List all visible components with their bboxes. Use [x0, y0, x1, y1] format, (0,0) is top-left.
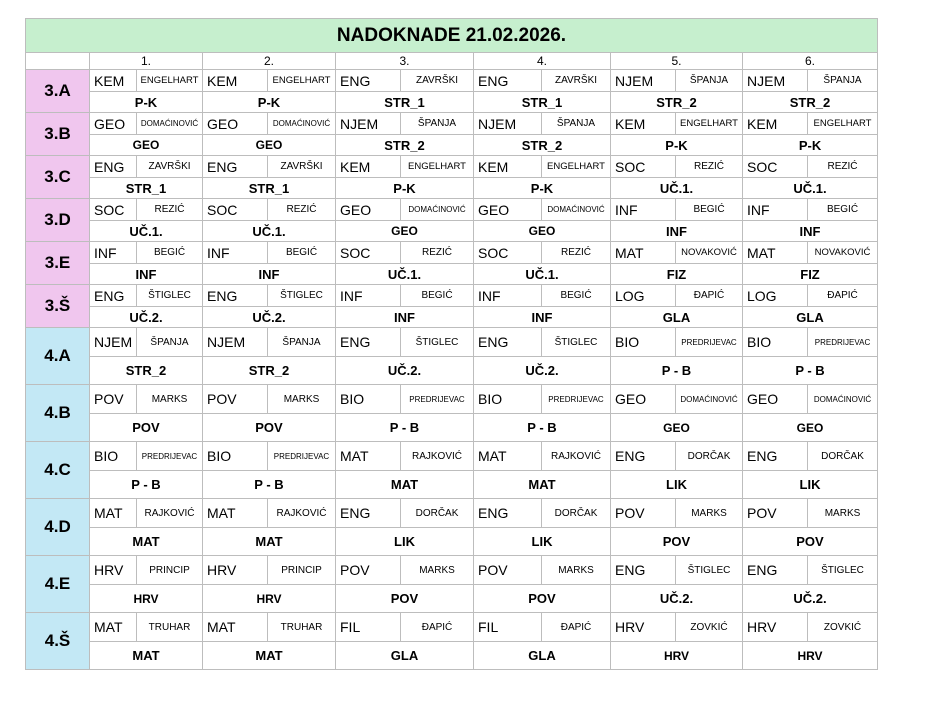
class-row-bottom: [26, 642, 878, 670]
class-row-top: [26, 556, 878, 585]
class-row-bottom: [26, 528, 878, 556]
room-cell: POV: [203, 414, 336, 442]
teacher-cell: RAJKOVIĆ: [542, 442, 611, 471]
room-cell: POV: [611, 528, 743, 556]
room-cell: P - B: [743, 357, 878, 385]
subject-cell: ENG: [474, 499, 542, 528]
room-cell: GEO: [336, 221, 474, 242]
room-cell: UČ.1.: [203, 221, 336, 242]
room-cell: UČ.2.: [203, 307, 336, 328]
teacher-cell: ĐAPIĆ: [542, 613, 611, 642]
subject-cell: FIL: [474, 613, 542, 642]
room-cell: INF: [90, 264, 203, 285]
class-name-cell: 4.C: [26, 442, 90, 499]
subject-cell: BIO: [90, 442, 137, 471]
subject-cell: KEM: [336, 156, 401, 178]
room-cell: INF: [743, 221, 878, 242]
class-name-cell: 4.D: [26, 499, 90, 556]
room-cell: P-K: [474, 178, 611, 199]
teacher-cell: ZAVRŠKI: [137, 156, 203, 178]
subject-cell: GEO: [336, 199, 401, 221]
room-cell: INF: [474, 307, 611, 328]
room-cell: P-K: [336, 178, 474, 199]
period-header-4: 4.: [474, 53, 611, 70]
room-cell: LIK: [474, 528, 611, 556]
subject-cell: ENG: [474, 328, 542, 357]
room-cell: UČ.1.: [474, 264, 611, 285]
class-row-bottom: [26, 357, 878, 385]
page-title: NADOKNADE 21.02.2026.: [26, 19, 878, 53]
room-cell: HRV: [90, 585, 203, 613]
subject-cell: SOC: [743, 156, 808, 178]
class-name-cell: 4.A: [26, 328, 90, 385]
room-cell: UČ.1.: [743, 178, 878, 199]
room-cell: UČ.2.: [90, 307, 203, 328]
teacher-cell: NOVAKOVIĆ: [808, 242, 878, 264]
room-cell: STR_2: [203, 357, 336, 385]
room-cell: STR_2: [743, 92, 878, 113]
class-name-cell: 3.Š: [26, 285, 90, 328]
subject-cell: POV: [336, 556, 401, 585]
teacher-cell: MARKS: [137, 385, 203, 414]
room-cell: POV: [474, 585, 611, 613]
teacher-cell: ĐAPIĆ: [676, 285, 743, 307]
room-cell: LIK: [743, 471, 878, 499]
subject-cell: BIO: [611, 328, 676, 357]
room-cell: UČ.2.: [336, 357, 474, 385]
subject-cell: POV: [90, 385, 137, 414]
class-row-top: [26, 328, 878, 357]
subject-cell: ENG: [90, 156, 137, 178]
teacher-cell: RAJKOVIĆ: [268, 499, 336, 528]
class-row-bottom: [26, 471, 878, 499]
subject-cell: KEM: [743, 113, 808, 135]
teacher-cell: PREDRIJEVAC: [676, 328, 743, 357]
room-cell: P - B: [90, 471, 203, 499]
period-header-1: 1.: [90, 53, 203, 70]
subject-cell: LOG: [611, 285, 676, 307]
room-cell: STR_1: [90, 178, 203, 199]
teacher-cell: ŠPANJA: [542, 113, 611, 135]
teacher-cell: ENGELHART: [401, 156, 474, 178]
class-name-cell: 3.A: [26, 70, 90, 113]
teacher-cell: NOVAKOVIĆ: [676, 242, 743, 264]
room-cell: P - B: [336, 414, 474, 442]
room-cell: FIZ: [611, 264, 743, 285]
class-name-cell: 4.E: [26, 556, 90, 613]
teacher-cell: ŠTIGLEC: [137, 285, 203, 307]
period-header-5: 5.: [611, 53, 743, 70]
subject-cell: POV: [203, 385, 268, 414]
room-cell: GLA: [743, 307, 878, 328]
class-row-bottom: [26, 221, 878, 242]
teacher-cell: ŠPANJA: [676, 70, 743, 92]
schedule-body: [26, 19, 878, 670]
subject-cell: ENG: [336, 70, 401, 92]
teacher-cell: BEGIĆ: [401, 285, 474, 307]
schedule-table: [25, 18, 878, 670]
teacher-cell: ŠPANJA: [401, 113, 474, 135]
class-row-top: [26, 499, 878, 528]
teacher-cell: DORČAK: [808, 442, 878, 471]
room-cell: STR_2: [336, 135, 474, 156]
room-cell: STR_2: [611, 92, 743, 113]
room-cell: MAT: [203, 642, 336, 670]
subject-cell: INF: [90, 242, 137, 264]
header-corner-cell: [26, 53, 90, 70]
teacher-cell: BEGIĆ: [542, 285, 611, 307]
teacher-cell: DORČAK: [676, 442, 743, 471]
teacher-cell: PREDRIJEVAC: [137, 442, 203, 471]
subject-cell: GEO: [611, 385, 676, 414]
teacher-cell: ZAVRŠKI: [401, 70, 474, 92]
class-row-top: [26, 242, 878, 264]
room-cell: GLA: [336, 642, 474, 670]
subject-cell: GEO: [90, 113, 137, 135]
subject-cell: NJEM: [743, 70, 808, 92]
teacher-cell: MARKS: [542, 556, 611, 585]
subject-cell: MAT: [611, 242, 676, 264]
subject-cell: ENG: [90, 285, 137, 307]
subject-cell: INF: [474, 285, 542, 307]
subject-cell: SOC: [336, 242, 401, 264]
teacher-cell: ŠTIGLEC: [401, 328, 474, 357]
room-cell: POV: [336, 585, 474, 613]
room-cell: FIZ: [743, 264, 878, 285]
subject-cell: ENG: [743, 442, 808, 471]
subject-cell: MAT: [90, 499, 137, 528]
room-cell: MAT: [90, 642, 203, 670]
subject-cell: MAT: [474, 442, 542, 471]
room-cell: P-K: [611, 135, 743, 156]
teacher-cell: PREDRIJEVAC: [401, 385, 474, 414]
subject-cell: SOC: [474, 242, 542, 264]
teacher-cell: DOMAĆINOVIĆ: [542, 199, 611, 221]
room-cell: LIK: [611, 471, 743, 499]
room-cell: MAT: [474, 471, 611, 499]
room-cell: STR_2: [474, 135, 611, 156]
class-row-bottom: [26, 585, 878, 613]
class-row-top: [26, 613, 878, 642]
subject-cell: MAT: [203, 499, 268, 528]
period-header-3: 3.: [336, 53, 474, 70]
teacher-cell: ENGELHART: [542, 156, 611, 178]
class-name-cell: 3.D: [26, 199, 90, 242]
subject-cell: BIO: [336, 385, 401, 414]
teacher-cell: ŠTIGLEC: [542, 328, 611, 357]
teacher-cell: ZOVKIĆ: [808, 613, 878, 642]
class-row-bottom: [26, 135, 878, 156]
teacher-cell: ĐAPIĆ: [401, 613, 474, 642]
subject-cell: NJEM: [474, 113, 542, 135]
subject-cell: ENG: [203, 156, 268, 178]
subject-cell: POV: [611, 499, 676, 528]
subject-cell: NJEM: [611, 70, 676, 92]
teacher-cell: MARKS: [268, 385, 336, 414]
teacher-cell: DORČAK: [542, 499, 611, 528]
teacher-cell: ENGELHART: [137, 70, 203, 92]
subject-cell: ENG: [336, 499, 401, 528]
teacher-cell: DOMAĆINOVIĆ: [401, 199, 474, 221]
subject-cell: INF: [611, 199, 676, 221]
teacher-cell: PREDRIJEVAC: [268, 442, 336, 471]
subject-cell: GEO: [743, 385, 808, 414]
room-cell: UČ.1.: [336, 264, 474, 285]
subject-cell: KEM: [474, 156, 542, 178]
room-cell: LIK: [336, 528, 474, 556]
teacher-cell: PREDRIJEVAC: [542, 385, 611, 414]
subject-cell: KEM: [203, 70, 268, 92]
teacher-cell: TRUHAR: [268, 613, 336, 642]
room-cell: UČ.2.: [474, 357, 611, 385]
room-cell: MAT: [203, 528, 336, 556]
room-cell: UČ.2.: [743, 585, 878, 613]
subject-cell: KEM: [90, 70, 137, 92]
subject-cell: HRV: [611, 613, 676, 642]
room-cell: GLA: [611, 307, 743, 328]
subject-cell: ENG: [743, 556, 808, 585]
class-name-cell: 3.B: [26, 113, 90, 156]
room-cell: P-K: [743, 135, 878, 156]
subject-cell: ENG: [336, 328, 401, 357]
teacher-cell: DOMAĆINOVIĆ: [268, 113, 336, 135]
subject-cell: INF: [203, 242, 268, 264]
subject-cell: ENG: [611, 442, 676, 471]
teacher-cell: PREDRIJEVAC: [808, 328, 878, 357]
subject-cell: POV: [474, 556, 542, 585]
room-cell: GEO: [90, 135, 203, 156]
class-name-cell: 4.Š: [26, 613, 90, 670]
subject-cell: NJEM: [203, 328, 268, 357]
teacher-cell: REZIĆ: [808, 156, 878, 178]
teacher-cell: REZIĆ: [542, 242, 611, 264]
subject-cell: INF: [743, 199, 808, 221]
class-row-top: [26, 442, 878, 471]
class-name-cell: 4.B: [26, 385, 90, 442]
teacher-cell: PRINCIP: [137, 556, 203, 585]
teacher-cell: ZAVRŠKI: [268, 156, 336, 178]
subject-cell: SOC: [90, 199, 137, 221]
teacher-cell: ZAVRŠKI: [542, 70, 611, 92]
teacher-cell: DOMAĆINOVIĆ: [137, 113, 203, 135]
class-row-top: [26, 156, 878, 178]
subject-cell: NJEM: [336, 113, 401, 135]
room-cell: GEO: [743, 414, 878, 442]
teacher-cell: DOMAĆINOVIĆ: [808, 385, 878, 414]
teacher-cell: BEGIĆ: [268, 242, 336, 264]
class-row-bottom: [26, 414, 878, 442]
room-cell: GEO: [474, 221, 611, 242]
room-cell: P - B: [611, 357, 743, 385]
class-row-bottom: [26, 307, 878, 328]
room-cell: POV: [743, 528, 878, 556]
teacher-cell: ĐAPIĆ: [808, 285, 878, 307]
room-cell: HRV: [743, 642, 878, 670]
room-cell: P-K: [203, 92, 336, 113]
room-cell: INF: [203, 264, 336, 285]
class-row-top: [26, 285, 878, 307]
room-cell: STR_1: [474, 92, 611, 113]
room-cell: INF: [336, 307, 474, 328]
room-cell: HRV: [611, 642, 743, 670]
room-cell: MAT: [336, 471, 474, 499]
class-row-top: [26, 113, 878, 135]
subject-cell: MAT: [743, 242, 808, 264]
teacher-cell: ENGELHART: [676, 113, 743, 135]
room-cell: STR_2: [90, 357, 203, 385]
class-name-cell: 3.C: [26, 156, 90, 199]
class-row-bottom: [26, 92, 878, 113]
subject-cell: HRV: [90, 556, 137, 585]
room-cell: GLA: [474, 642, 611, 670]
teacher-cell: ŠPANJA: [137, 328, 203, 357]
room-cell: HRV: [203, 585, 336, 613]
subject-cell: KEM: [611, 113, 676, 135]
class-row-top: [26, 199, 878, 221]
room-cell: GEO: [203, 135, 336, 156]
subject-cell: MAT: [90, 613, 137, 642]
room-cell: UČ.1.: [90, 221, 203, 242]
teacher-cell: REZIĆ: [268, 199, 336, 221]
subject-cell: LOG: [743, 285, 808, 307]
teacher-cell: REZIĆ: [137, 199, 203, 221]
teacher-cell: ŠTIGLEC: [268, 285, 336, 307]
subject-cell: BIO: [203, 442, 268, 471]
room-cell: P - B: [203, 471, 336, 499]
teacher-cell: RAJKOVIĆ: [401, 442, 474, 471]
subject-cell: FIL: [336, 613, 401, 642]
subject-cell: POV: [743, 499, 808, 528]
room-cell: P - B: [474, 414, 611, 442]
room-cell: P-K: [90, 92, 203, 113]
teacher-cell: REZIĆ: [676, 156, 743, 178]
class-row-top: [26, 70, 878, 92]
teacher-cell: BEGIĆ: [676, 199, 743, 221]
teacher-cell: ŠPANJA: [268, 328, 336, 357]
class-row-bottom: [26, 264, 878, 285]
teacher-cell: ŠTIGLEC: [808, 556, 878, 585]
teacher-cell: RAJKOVIĆ: [137, 499, 203, 528]
room-cell: INF: [611, 221, 743, 242]
subject-cell: HRV: [743, 613, 808, 642]
teacher-cell: BEGIĆ: [137, 242, 203, 264]
subject-cell: NJEM: [90, 328, 137, 357]
subject-cell: GEO: [474, 199, 542, 221]
subject-cell: SOC: [611, 156, 676, 178]
class-row-top: [26, 385, 878, 414]
class-row-bottom: [26, 178, 878, 199]
teacher-cell: DOMAĆINOVIĆ: [676, 385, 743, 414]
teacher-cell: ŠPANJA: [808, 70, 878, 92]
teacher-cell: MARKS: [401, 556, 474, 585]
teacher-cell: BEGIĆ: [808, 199, 878, 221]
teacher-cell: ENGELHART: [268, 70, 336, 92]
teacher-cell: ENGELHART: [808, 113, 878, 135]
period-header-6: 6.: [743, 53, 878, 70]
subject-cell: ENG: [203, 285, 268, 307]
subject-cell: SOC: [203, 199, 268, 221]
room-cell: UČ.1.: [611, 178, 743, 199]
subject-cell: ENG: [611, 556, 676, 585]
subject-cell: BIO: [743, 328, 808, 357]
subject-cell: INF: [336, 285, 401, 307]
teacher-cell: ŠTIGLEC: [676, 556, 743, 585]
period-header-2: 2.: [203, 53, 336, 70]
title-row: [26, 19, 878, 53]
subject-cell: HRV: [203, 556, 268, 585]
subject-cell: ENG: [474, 70, 542, 92]
subject-cell: MAT: [336, 442, 401, 471]
teacher-cell: MARKS: [808, 499, 878, 528]
subject-cell: MAT: [203, 613, 268, 642]
teacher-cell: ZOVKIĆ: [676, 613, 743, 642]
subject-cell: GEO: [203, 113, 268, 135]
subject-cell: BIO: [474, 385, 542, 414]
teacher-cell: MARKS: [676, 499, 743, 528]
teacher-cell: PRINCIP: [268, 556, 336, 585]
class-name-cell: 3.E: [26, 242, 90, 285]
room-cell: UČ.2.: [611, 585, 743, 613]
room-cell: MAT: [90, 528, 203, 556]
room-cell: POV: [90, 414, 203, 442]
teacher-cell: REZIĆ: [401, 242, 474, 264]
room-cell: GEO: [611, 414, 743, 442]
teacher-cell: TRUHAR: [137, 613, 203, 642]
period-header-row: [26, 53, 878, 70]
room-cell: STR_1: [203, 178, 336, 199]
room-cell: STR_1: [336, 92, 474, 113]
teacher-cell: DORČAK: [401, 499, 474, 528]
